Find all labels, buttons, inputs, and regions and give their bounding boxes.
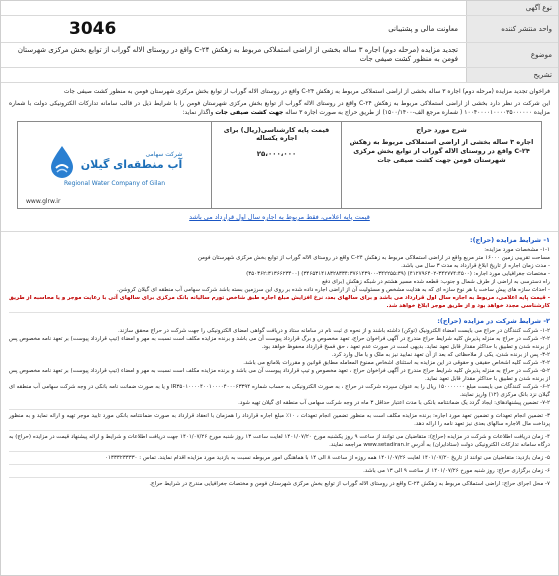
base-price-cell	[211, 122, 341, 208]
auction-item-text: اجاره ۳ ساله بخشی از اراضی استملاکی مربوط به زهکش ۲۴-C واقع در روستای الاله گوراب از توابع بخش مرکزی شهرستان فومن جهت کشت صیفی جات	[349, 138, 534, 164]
section-2-line: ۱-۲- شرکت کنندگان در حراج می بایست امضاء الکترونیک (توکن) داشته باشند و از نحوه ی ثبت نام در سامانه ستاد و دریافت گواهی امضای الکترونیکی را جهت شرکت در حراج محقق سازند.	[118, 328, 550, 334]
logo-top-text: شرکت سهامی	[145, 150, 183, 158]
section-2-line: ۶-۲- شرکت کنندگان می بایست مبلغ ۱۵۰۰۰۰۰۰۰ ریال را به عنوان سپرده شرکت در حراج ، به صورت الکترونیکی به حساب شماره IR۳۵۰۱۰۰۰۰۴۰۰۱۰۰۰۰۴۰۰۰۶۳۳۹۴ و یا به صورت ضمانت نامه بانکی در وجه شرکت سهامی آب منطقه ای گیلان نزد بانک مرکزی (۱۲) واریز نمایند.	[9, 384, 550, 398]
ad-type-row	[1, 1, 558, 16]
divider	[9, 477, 550, 478]
auction-item-heading: شرح مورد حراج	[416, 126, 467, 134]
section-1-title: ۱- شرایط مزایده (حراج):	[469, 236, 550, 244]
desc-row	[1, 68, 558, 83]
auction-summary-box	[17, 121, 542, 209]
section-7-line: ۷- محل اجرای حراج: اراضی استملاکی مربوط به زهکش ۲۴-C واقع در روستای الاله گوراب از توابع بخش مرکزی شهرستان فومن و مختصات جغرافیایی مندرج در شرایط حراج.	[149, 481, 550, 487]
subject-label: موضوع	[466, 43, 558, 67]
base-price-heading: قیمت پایه کارشناسی(ریال) برای اجاره یکساله	[223, 126, 330, 142]
section-3-line: ۳- تضمین انجام تعهدات و تضمین تعهد مورد اجاره: برنده مزایده مکلف است به منظور تضمین انجام تعهدات ، ۱۰٪ مبلغ اجاره قرارداد را همزمان با انعقاد قرارداد به صورت ضمانتنامه بانکی مورد تایید موجر تهیه و ارائه نماید و به منظور پرداخت مال الاجاره سالهای بعدی نیز تعهد نامه را ارائه دهد.	[9, 413, 550, 427]
description-block	[1, 83, 558, 232]
section-1-line: - مختصات جغرافیایی مورد اجاره: (۳۴۲۷۷۴:۴۵۰۰-۴۱۲۷۹۶۴۰۲) (۳۴۲۲۵۵:۳۹-۳۴۶۵۳۱۴۱۸۳۲۸۳۳۴:۳۷۶۱۴۳۹۰۰) (۳۵۰۳۶۲:۳۱۳۶۶۲۳۴۰۰)	[246, 271, 550, 277]
publisher-value: معاونت مالی و پشتیبانی	[388, 25, 458, 33]
subject-value: تجدید مزایده (مرحله دوم) اجاره ۳ ساله بخشی از اراضی استملاکی مربوط به زهکش ۲۴-C واقع در روستای الاله گوراب از توابع بخش مرکزی شهرستان فومن به منظور کشت صیفی جات	[17, 46, 458, 63]
publisher-label: واحد منتشر کننده	[466, 16, 558, 42]
section-1-line: - احداث سازه های پیش ساخت یا هر نوع سازه ای که به هدایت مشخص و مسئولیت آن از اراضی اجاره داده شده بر روی این سرزمین بسته باشد شرکت سهامی آب منطقه ای گیلان کروشن.	[117, 287, 550, 293]
section-2-line: ۳-۲- پس از برنده شدن، یکی از ملاحظاتی که بعد از آن تعهد نمایید نیز به ملک و یا مال وارد کرد.	[331, 352, 550, 358]
water-drop-icon	[47, 144, 77, 178]
logo-cell	[18, 122, 211, 208]
section-1-line: راه دسترسی به اراضی از طرف شمال و جنوب: قطعه شده مسیر هشتم در شبکه زهکش (برای دفع	[322, 279, 550, 285]
divider	[9, 430, 550, 431]
section-2-line: ۵-۲- شرکت در حراج به منزله پذیرش کلیه شرایط حراج مندرج در آگهی فراخوان حراج ، تعهد مخصوص و تیپ قرارداد پیوست آن می باشد و برنده مزایده مکلف است نسبت به مهر و امضاء (تیپ قرارداد پیوست) بر تعهد نامه مخصوص پس از برنده شدن و تطبیق با حداکثر مقدار قابل تعهد نماید.	[9, 368, 550, 382]
description-paragraph-2-text: این شرکت در نظر دارد بخشی از اراضی استملاکی مربوط به زهکش ۲۴-C واقع در روستای الاله گوراب از توابع بخش مرکزی شهرستان فومن را با شرایط ذیل در قالب سامانه تدارکات الکترونیکی دولت با شماره مزایده ۱۰۰۴۰۰۰۰۱۰۰۰۰۳۵۰۰۰۰۰۰ ( شماره مرجع الف-۱۵۰۰/۱۴۰۰) از طریق حراج به صورت اجاره ۳ ساله	[9, 100, 550, 116]
section-1-line: ۱-۱- مشخصات مورد مزایده:	[484, 247, 550, 253]
section-2-title: ۲- شرایط شرکت در مزایده (حراج):	[437, 317, 550, 325]
desc-label: تشریح	[466, 68, 558, 82]
divider	[9, 451, 550, 452]
section-1-note: - قیمت پایه اعلامی، مربوط به اجاره سال اول قرارداد می باشد و برای سالهای بعد، نرخ افزایش مبلغ اجاره طبق شاخص تورم سالیانه بانک مرکزی برای سالهای آتی با رعایت موجر و یا محاسبه از طریق کارشناسی مجدد خواهد بود و از طریق موجر ابلاغ خواهد شد.	[9, 295, 550, 309]
description-paragraph-2-end: واگذار نماید:	[182, 109, 214, 116]
section-2-line: ۲-۲- شرکت در حراج به منزله پذیرش کلیه شرایط حراج مندرج در آگهی فراخوان حراج، تعهد مخصوص و برگ قرارداد پیوست آن می باشد و برنده مزایده مکلف است نسبت به مهر و امضاء (تیپ قرارداد پیوست) بر تعهد نامه مخصوص پس از برنده شدن و تطبیق با حداکثر مقدار قابل تعهد نماید. بدیهی است در صورت عدم تعهد ، حق فسخ قرارداد محفوظ خواهد بود.	[9, 336, 550, 350]
price-note: قیمت پایه اعلامی، فقط مربوط به اجاره سال اول قرارداد می باشد	[189, 213, 370, 221]
logo-english-name: Regional Water Company of Gilan	[63, 179, 166, 187]
subject-row	[1, 43, 558, 68]
description-paragraph-1: فراخوان تجدید مزایده (مرحله دوم) اجاره ۳ ساله بخشی از اراضی استملاکی مربوط به زهکش ۲۴-C واقع در روستای الاله گوراب از توابع بخش مرکزی شهرستان فومن به منظور کشت صیفی جات	[63, 88, 550, 95]
ad-type-value	[1, 1, 466, 15]
auction-item-cell	[341, 122, 541, 208]
description-paragraph-2-bold: جهت کشت صیفی جات	[215, 109, 284, 116]
company-website[interactable]: www.glrw.ir	[26, 198, 61, 205]
section-1-line: - مدت زمان اجاره از تاریخ ابلاغ قرارداد به مدت ۳ سال می باشد.	[401, 263, 550, 269]
section-2-line: ۷-۲- تضمین پیشنهادهای: ایجاد گردد یک ضمانتنامه بانکی با مدت اعتبار حداقل ۳ ماه در وجه شرکت سهامی آب منطقه ای گیلان تهیه شود.	[238, 400, 550, 406]
section-1-line: مساحت تقریبی زمین ۱۶۰۰۰ متر مربع واقع در اراضی استملاکی مربوط به زهکش ۲۴-C واقع در روستای الاله گوراب از توابع بخش مرکزی شهرستان فومن	[197, 255, 550, 261]
publisher-value-cell	[1, 16, 466, 42]
publisher-row	[1, 16, 558, 43]
description-paragraph-2	[9, 99, 550, 117]
logo-company-name: آب منطقه‌ای گیلان	[80, 157, 183, 171]
section-6-line: ۶- زمان برگزاری حراج: روز شنبه مورخ ۱۴۰۱/۰۷/۲۶ از ساعت ۹ الی ۱۳ می باشد.	[363, 468, 550, 474]
ad-type-label: نوع آگهی	[466, 1, 558, 15]
divider	[9, 464, 550, 465]
ad-id: 3046	[69, 19, 117, 39]
base-price-amount: ۲۵،۰۰۰،۰۰۰	[256, 150, 297, 158]
section-5-line: ۵- زمان بازدید: متقاضیان می توانند از تاریخ ۱۴۰۱/۰۷/۲۰ لغایت ۱۴۰۱/۰۷/۲۶ همه روزه از ساعت ۸ الی ۱۴ با هماهنگی امور مربوطه نسبت به بازدید مورد مزایده اقدام نمایند. تماس : ۰۱۳۳۳۲۳۳۳۳۰	[104, 455, 550, 461]
company-logo	[47, 144, 183, 178]
section-4-line: ۴- زمان دریافت اطلاعات و شرکت در مزایده (حراج): متقاضیان می توانند از ساعت ۹ روز یکشنبه مورخ ۱۴۰۱/۰۷/۲۰ لغایت ساعت ۱۳ روز شنبه مورخ ۱۴۰۱/۰۷/۲۶ جهت دریافت اطلاعات و شرایط و ارائه پیشنهاد قیمت در مزایده (حراج) به درگاه سامانه تدارکات الکترونیکی دولت (ستادایران) به آدرس www.setadiran.ir مراجعه نمایند.	[9, 434, 550, 448]
divider	[9, 312, 550, 313]
divider	[9, 409, 550, 410]
section-2-line: ۴-۲- شرکت کلیه اشخاص حقیقی و حقوقی در این مزایده به استثنای اشخاص ممنوع المعامله مطابق قوانین و مقررات بلامانع می باشد.	[243, 360, 550, 366]
